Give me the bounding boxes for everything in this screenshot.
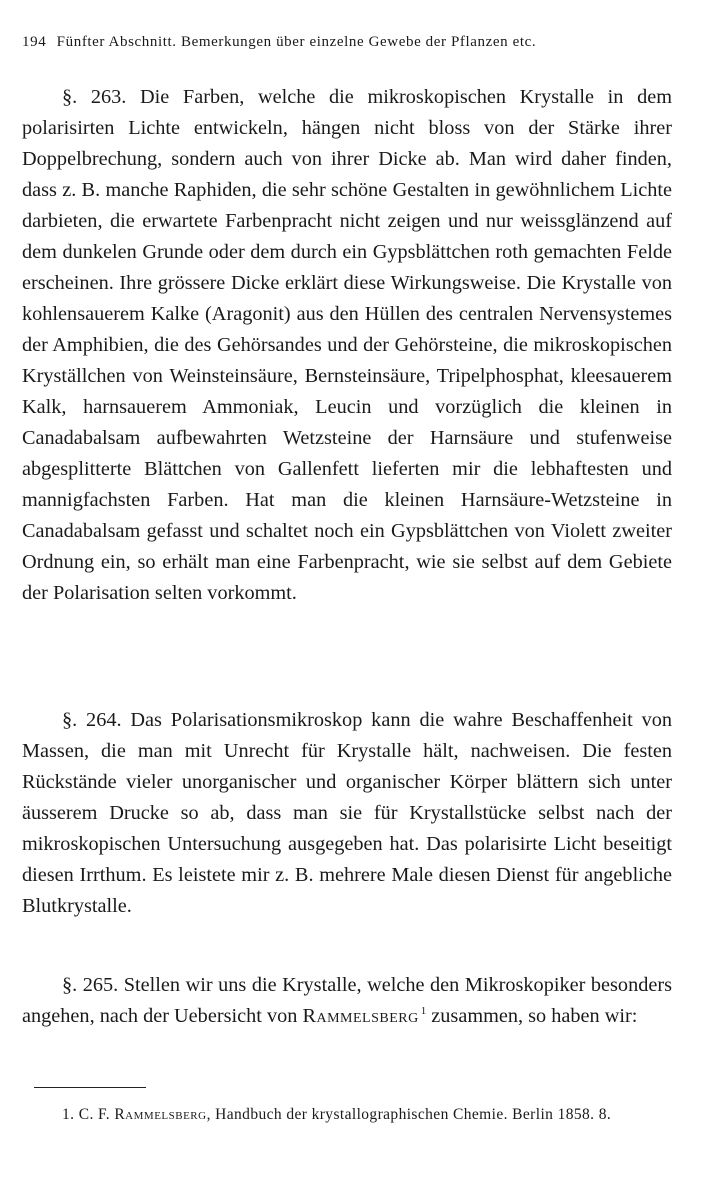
footnote-reference: 1: [420, 1005, 427, 1018]
paragraph-265: [22, 970, 672, 1032]
running-head-title: Fünfter Abschnitt. Bemerkungen über einzelne Gewebe der Pflanzen etc.: [56, 34, 537, 50]
footnote-marker: 1.: [62, 1106, 75, 1123]
paragraph-265-text-end: zusammen, so haben wir:: [426, 1005, 638, 1027]
author-name-rammelsberg: Rammelsberg: [302, 1005, 419, 1027]
footnote-author-initials: C. F.: [78, 1106, 111, 1123]
page-number: 194: [22, 34, 47, 50]
footnote-author-name: Rammelsberg: [114, 1106, 207, 1123]
paragraph-263: §. 263. Die Farben, welche die mikroskopischen Krystalle in dem polarisirten Lichte entwickeln, hängen nicht bloss von der Stärke ihrer Doppelbrechung, sondern auch von ihrer Dicke ab. Man wird daher finden, dass z. B. manche Raphiden, die sehr schöne Gestalten in gewöhnlichem Lichte darbieten, die erwartete Farbenpracht nicht zeigen und nur weissglänzend auf dem dunkelen Grunde oder dem durch ein Gypsblättchen roth gemachten Felde erscheinen. Ihre grössere Dicke erklärt diese Wirkungsweise. Die Krystalle von kohlensauerem Kalke (Aragonit) aus den Hüllen des centralen Nervensystemes der Amphibien, die des Gehörsandes und der Gehörsteine, die mikroskopischen Kryställchen von Weinsteinsäure, Bernsteinsäure, Tripelphosphat, kleesauerem Kalk, harnsauerem Ammoniak, Leucin und vorzüglich die kleinen in Canadabalsam aufbewahrten Wetzsteine der Harnsäure und stufenweise abgesplitterte Blättchen von Gallenfett lieferten mir die lebhaftesten und mannigfachsten Farben. Hat man die kleinen Harnsäure-Wetzsteine in Canadabalsam gefasst und schaltet noch ein Gypsblättchen von Violett zweiter Ordnung ein, so erhält man eine Farbenpracht, wie sie selbst auf dem Gebiete der Polarisation selten vorkommt.: [22, 86, 672, 604]
footnote-text: , Handbuch der krystallographischen Chemie. Berlin 1858. 8.: [206, 1106, 612, 1123]
paragraph-264: §. 264. Das Polarisationsmikroskop kann die wahre Beschaffenheit von Massen, die man mit Unrecht für Krystalle hält, nachweisen. Die festen Rückstände vieler unorganischer und organischer Körper blättern sich unter äusserem Drucke so ab, dass man sie für Krystallstücke selbst nach der mikroskopischen Untersuchung ausgegeben hat. Das polarisirte Licht beseitigt diesen Irrthum. Es leistete mir z. B. mehrere Male diesen Dienst für angebliche Blutkrystalle.: [22, 709, 672, 917]
footnote-divider: [34, 1087, 146, 1088]
paragraph-265-text-start: §. 265. Stellen wir uns die Krystalle, welche den Mikroskopiker besonders angehen, nach der Uebersicht von: [22, 974, 672, 1027]
footnote: [22, 1102, 692, 1128]
running-head: [22, 34, 682, 51]
